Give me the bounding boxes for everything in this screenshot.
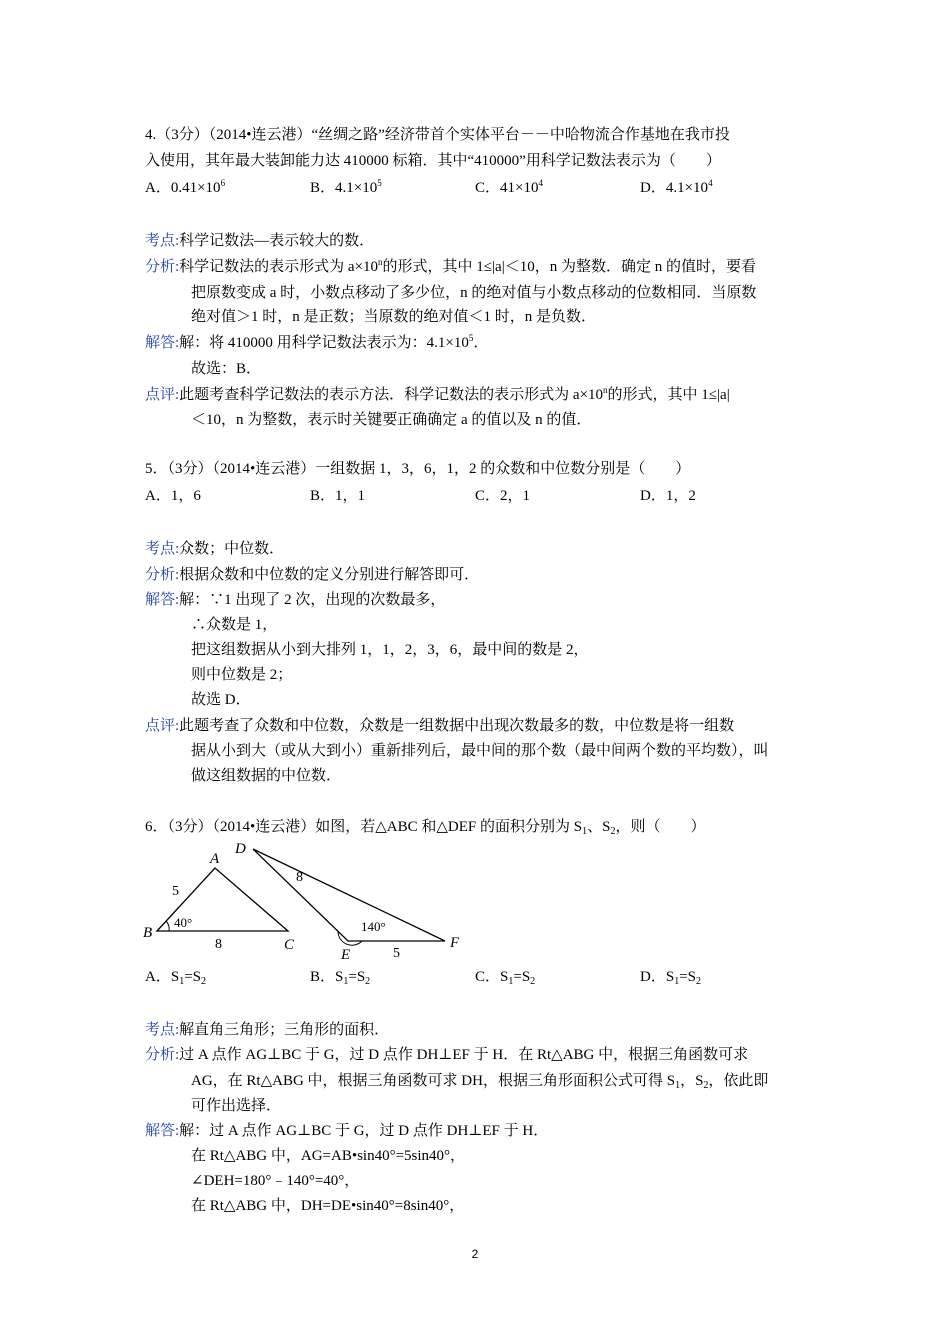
- q4-kaodian: 考点:科学记数法—表示较大的数．: [145, 233, 375, 249]
- q6-kaodian: 考点:解直角三角形；三角形的面积．: [145, 1022, 390, 1038]
- q4-stem-line1: 4.（3分）（2014•连云港）“丝绸之路”经济带首个实体平台－－中哈物流合作基地在我市投: [145, 127, 730, 143]
- q6-jieda-line4: 在 Rt△ABG 中，DH=DE•sin40°=8sin40°，: [191, 1198, 465, 1214]
- q5-dianping-line1: 点评:此题考查了众数和中位数，众数是一组数据中出现次数最多的数，中位数是将一组数: [145, 718, 735, 734]
- q4-fenxi-line3: 绝对值＞1 时，n 是正数；当原数的绝对值＜1 时，n 是负数．: [191, 309, 597, 325]
- q6-jieda-line2: 在 Rt△ABG 中，AG=AB•sin40°=5sin40°，: [191, 1148, 466, 1164]
- vertex-f-label: F: [450, 935, 460, 951]
- jieda-label: 解答:: [145, 335, 180, 351]
- q4-dianping-line1: 点评:此题考查科学记数法的表示方法．科学记数法的表示形式为 $a\times 10^n$的形式，其中 1≤|a|: [145, 385, 730, 403]
- q4-option-d: D．$4.1\times 10^4$: [640, 178, 713, 196]
- dianping-label: 点评:: [145, 387, 180, 403]
- angle-e-label: 140°: [361, 919, 386, 934]
- q4-option-a: A．$0.41\times 10^6$: [145, 178, 226, 196]
- vertex-c-label: C: [284, 937, 295, 953]
- q4-fenxi-line2: 把原数变成 a 时，小数点移动了多少位，n 的绝对值与小数点移动的位数相同．当原数: [191, 285, 757, 301]
- q4-dianping-line2: ＜10，n 为整数，表示时关键要正确确定 a 的值以及 n 的值．: [191, 412, 592, 428]
- triangle-def: [253, 849, 445, 941]
- q4-jieda-line1: 解答:解：将 410000 用科学记数法表示为：$4.1\times 10^5$．: [145, 333, 489, 351]
- fenxi-label: 分析:: [145, 259, 180, 275]
- vertex-d-label: D: [235, 841, 246, 857]
- q4-fenxi-line1: 分析:科学记数法的表示形式为 $a\times 10^n$的形式，其中 1≤|a|＜10，n 为整数．确定 n 的值时，要看: [145, 257, 756, 275]
- q5-jieda-line4: 则中位数是 2；: [191, 667, 293, 683]
- jieda-label: 解答:: [145, 592, 180, 608]
- q6-fenxi-line1: 分析:过 A 点作 AG⊥BC 于 G，过 D 点作 DH⊥EF 于 H．在 Rt△ABG 中，根据三角函数可求: [145, 1047, 749, 1063]
- q5-jieda-line5: 故选 D．: [191, 692, 251, 708]
- q6-fenxi-line3: 可作出选择．: [191, 1098, 282, 1114]
- q6-stem: 6．（3分）（2014•连云港）如图，若△ABC 和△DEF 的面积分别为 $S_1$、$S_2$，则（ ）: [145, 819, 706, 837]
- side-ef-label: 5: [393, 946, 400, 961]
- q6-option-a: A．$S_1=S_2$: [145, 969, 206, 987]
- q6-option-d: D．$S_1=S_2$: [640, 969, 701, 987]
- q5-kaodian: 考点:众数；中位数．: [145, 541, 285, 557]
- q6-fenxi-line2: AG，在 Rt△ABG 中，根据三角函数可求 DH，根据三角形面积公式可得 $S_1$，$S_2$，依此即: [191, 1073, 769, 1091]
- q5-stem: 5．（3分）（2014•连云港）一组数据 1，3，6，1，2 的众数和中位数分别是（ ）: [145, 461, 691, 477]
- vertex-b-label: B: [143, 925, 153, 941]
- angle-b-label: 40°: [174, 915, 193, 930]
- kaodian-label: 考点:: [145, 541, 180, 557]
- q5-option-c: C．2，1: [475, 488, 531, 504]
- jieda-label: 解答:: [145, 1123, 180, 1139]
- q5-option-d: D．1，2: [640, 488, 696, 504]
- q5-fenxi: 分析:根据众数和中位数的定义分别进行解答即可．: [145, 567, 480, 583]
- side-de-label: 8: [296, 870, 303, 885]
- q5-dianping-line2: 据从小到大（或从大到小）重新排列后，最中间的那个数（最中间两个数的平均数），叫: [191, 743, 769, 759]
- fenxi-label: 分析:: [145, 1047, 180, 1063]
- q6-option-c: C．$S_1=S_2$: [475, 969, 536, 987]
- q6-jieda-line1: 解答:解：过 A 点作 AG⊥BC 于 G，过 D 点作 DH⊥EF 于 H．: [145, 1123, 549, 1139]
- dianping-label: 点评:: [145, 718, 180, 734]
- fenxi-label: 分析:: [145, 567, 180, 583]
- q5-dianping-line3: 做这组数据的中位数．: [191, 768, 342, 784]
- q5-jieda-line2: ∴众数是 1，: [191, 617, 278, 633]
- q5-option-a: A．1，6: [145, 488, 201, 504]
- q6-jieda-line3: ∠DEH=180°﹣140°=40°，: [191, 1173, 360, 1189]
- side-bc-label: 8: [215, 937, 222, 952]
- q4-option-c: C．$41\times 10^4$: [475, 178, 543, 196]
- q4-stem-line2: 入使用，其年最大装卸能力达 410000 标箱．其中“410000”用科学记数法表示为（ ）: [145, 153, 721, 169]
- kaodian-label: 考点:: [145, 233, 180, 249]
- kaodian-label: 考点:: [145, 1022, 180, 1038]
- triangles-figure: [140, 837, 470, 961]
- q4-option-b: B．$4.1\times 10^5$: [310, 178, 382, 196]
- q5-option-b: B．1，1: [310, 488, 366, 504]
- angle-b-arc: [166, 921, 169, 931]
- q4-jieda-line2: 故选：B．: [191, 361, 262, 377]
- q5-jieda-line1: 解答:解：∵1 出现了 2 次，出现的次数最多，: [145, 592, 446, 608]
- vertex-e-label: E: [341, 947, 351, 961]
- q6-option-b: B．$S_1=S_2$: [310, 969, 371, 987]
- q5-jieda-line3: 把这组数据从小到大排列 1，1，2，3，6，最中间的数是 2，: [191, 642, 589, 658]
- vertex-a-label: A: [210, 851, 220, 867]
- page-number: 2: [471, 1247, 479, 1261]
- side-ab-label: 5: [172, 884, 179, 899]
